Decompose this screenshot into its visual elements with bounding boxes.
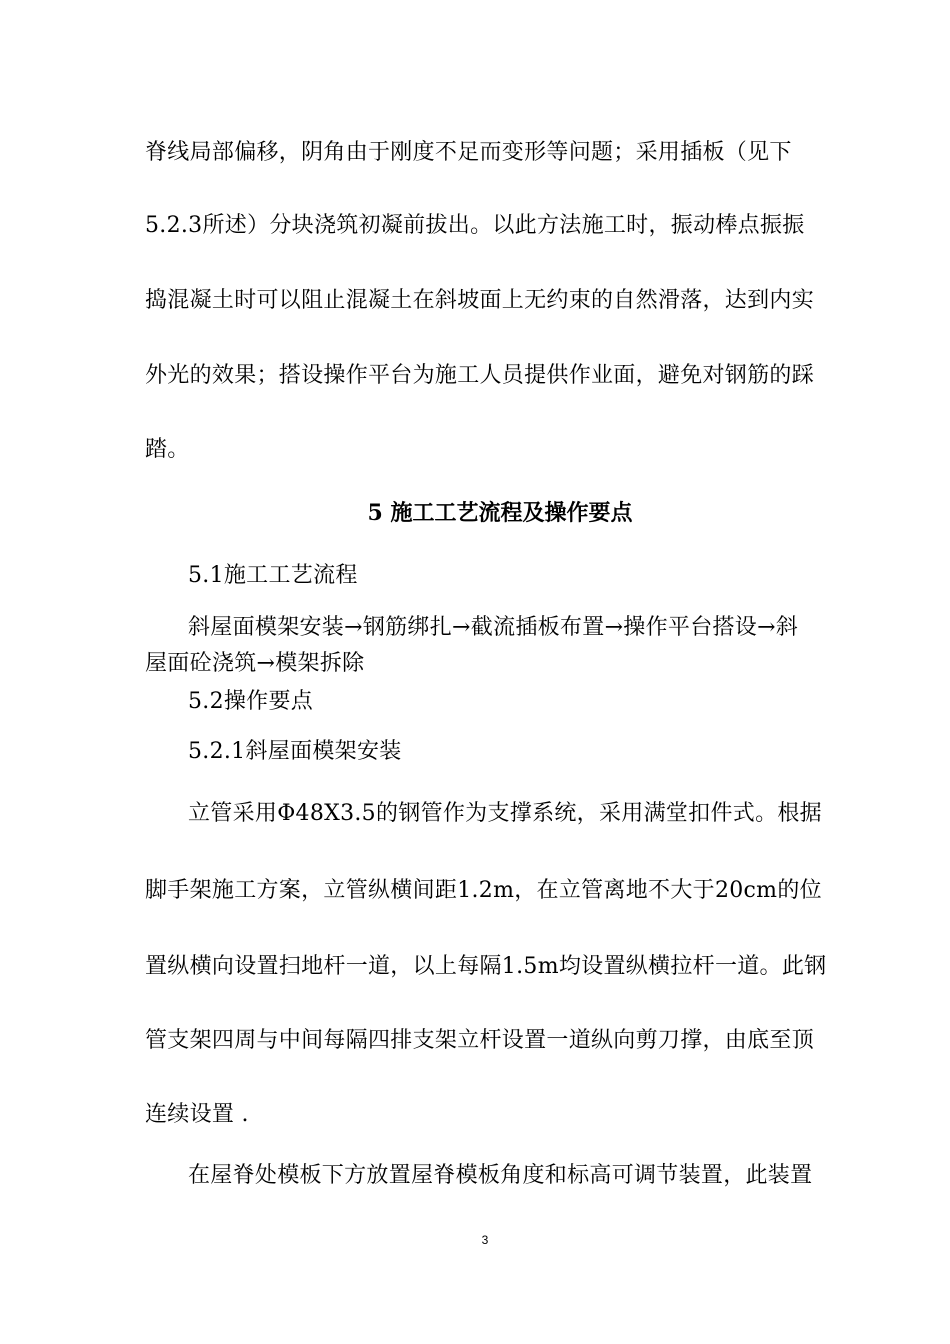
paragraph-line: 捣混凝土时可以阻止混凝土在斜坡面上无约束的自然滑落，达到内实 <box>145 288 815 313</box>
flow-line: 屋面砼浇筑→模架拆除 <box>145 651 365 676</box>
paragraph-line: 5.2.3所述）分块浇筑初凝前拔出。以此方法施工时，振动棒点振振 <box>145 213 805 238</box>
subsection-title: 5.1施工工艺流程 <box>188 563 358 588</box>
paragraph-line: 脚手架施工方案，立管纵横间距1.2m，在立管离地不大于20cm的位 <box>145 878 822 903</box>
paragraph-line: 脊线局部偏移，阴角由于刚度不足而变形等问题；采用插板（见下 <box>145 140 792 165</box>
paragraph-line: 置纵横向设置扫地杆一道，以上每隔1.5m均设置纵横拉杆一道。此钢 <box>145 954 827 979</box>
paragraph-line: 踏。 <box>145 437 190 462</box>
paragraph-line: 外光的效果；搭设操作平台为施工人员提供作业面，避免对钢筋的踩 <box>145 363 815 388</box>
subsection-title: 5.2.1斜屋面模架安装 <box>188 739 402 764</box>
subsection-title: 5.2操作要点 <box>188 689 314 714</box>
paragraph-line: 立管采用Φ48X3.5的钢管作为支撑系统，采用满堂扣件式。根据 <box>188 801 822 826</box>
paragraph-line: 管支架四周与中间每隔四排支架立杆设置一道纵向剪刀撑，由底至顶 <box>145 1028 815 1053</box>
section-heading: 5 施工工艺流程及操作要点 <box>367 500 633 526</box>
paragraph-line: 在屋脊处模板下方放置屋脊模板角度和标高可调节装置，此装置 <box>188 1163 813 1188</box>
paragraph-line: 连续设置 . <box>145 1102 249 1127</box>
flow-line: 斜屋面模架安装→钢筋绑扎→截流插板布置→操作平台搭设→斜 <box>188 615 799 640</box>
page-number: 3 <box>481 1233 489 1247</box>
